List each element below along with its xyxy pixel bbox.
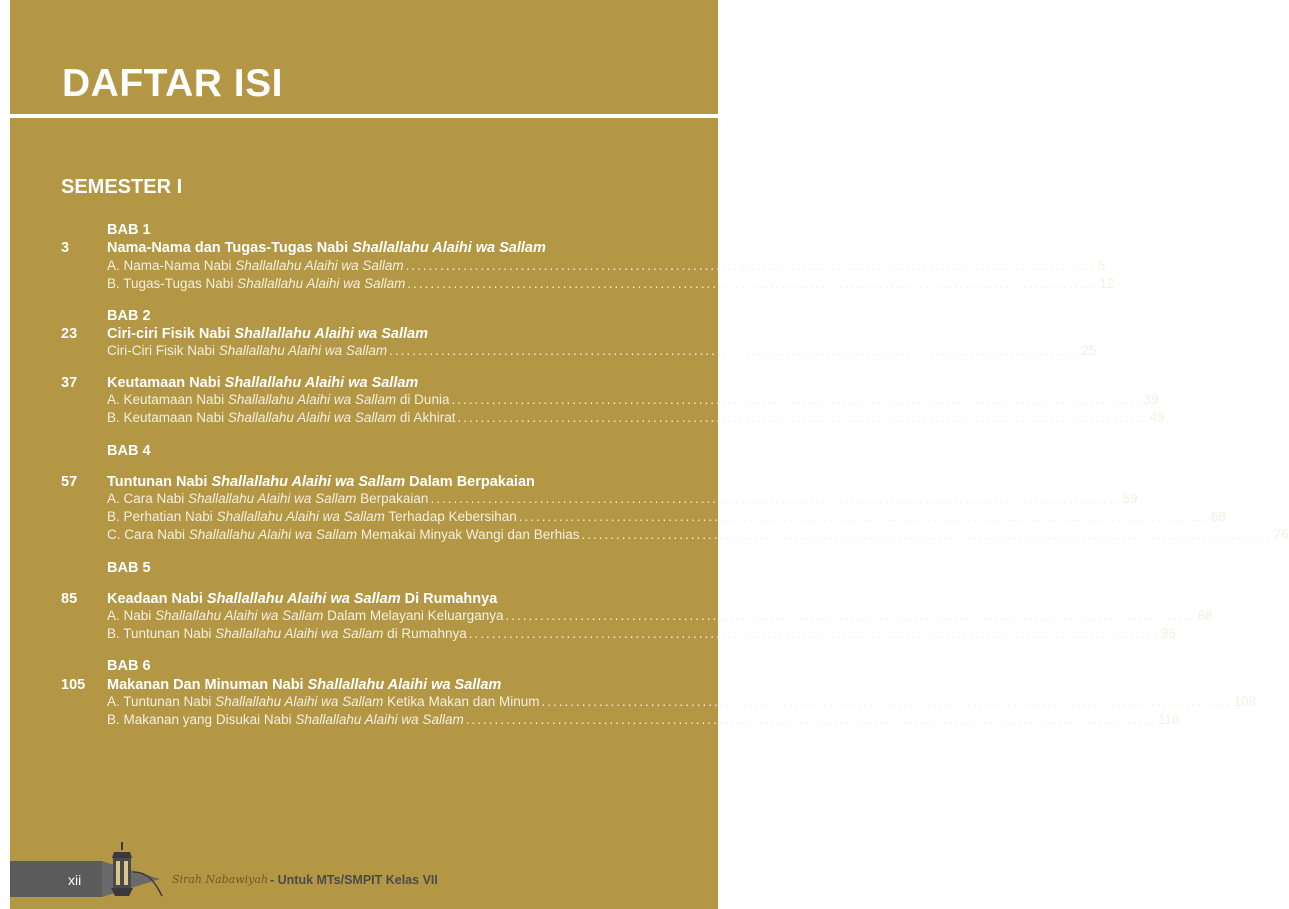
toc-entry-prefix: A. Tuntunan Nabi	[107, 694, 216, 709]
toc-leader-dots: ........................................................................................................................	[465, 712, 1156, 727]
toc-entry-prefix: A. Nabi	[107, 608, 156, 623]
chapter-title-text: Keutamaan Nabi	[107, 375, 225, 391]
toc-entry-prefix: A. Nama-Nama Nabi	[107, 258, 236, 273]
toc-entry-italic: Shallallahu Alaihi wa Sallam	[215, 626, 384, 641]
toc-entry-suffix: Berpakaian	[356, 491, 429, 506]
toc-entry	[107, 694, 1257, 712]
toc-entry-suffix: Ketika Makan dan Minum	[383, 694, 540, 709]
chapter-title-italic: Shallallahu Alaihi wa Sallam	[211, 474, 406, 490]
toc-entry-italic: Shallallahu Alaihi wa Sallam	[237, 276, 406, 291]
chapter-title-text: Tuntunan Nabi	[107, 474, 212, 490]
toc-entry-suffix: di Rumahnya	[383, 626, 467, 641]
toc-entry	[107, 258, 1106, 276]
toc-entry-text	[107, 276, 405, 291]
footer-book-title: Sirah Nabawiyah	[172, 873, 269, 886]
toc-entry-page: 12	[1099, 276, 1115, 291]
chapter-label: BAB 6	[107, 658, 151, 674]
toc-entry-prefix: B. Perhatian Nabi	[107, 509, 217, 524]
toc-entry-text	[107, 392, 449, 407]
toc-leader-dots: ........................................................................................................................	[405, 258, 1096, 273]
chapter-title-italic: Shallallahu Alaihi wa Sallam	[206, 591, 401, 607]
toc-entry	[107, 608, 1213, 626]
toc-entry-italic: Shallallahu Alaihi wa Sallam	[218, 343, 388, 358]
toc-entry-page: 25	[1081, 343, 1097, 358]
chapter-title-suffix: Dalam Berpakaian	[405, 474, 535, 490]
chapter-title	[107, 375, 418, 391]
chapter-title-text: Keadaan Nabi	[107, 591, 207, 607]
footer-subtitle: - Untuk MTs/SMPIT Kelas VII	[270, 873, 438, 887]
toc-entry-text	[107, 608, 503, 623]
toc-entry-italic: Shallallahu Alaihi wa Sallam	[235, 258, 404, 273]
toc-entry-prefix: A. Cara Nabi	[107, 491, 189, 506]
toc-entry-suffix: di Akhirat	[396, 410, 456, 425]
toc-leader-dots: ........................................................................................................................	[457, 410, 1148, 425]
toc-entry-prefix: Ciri-Ciri Fisik Nabi	[107, 343, 219, 358]
chapter-page-number: 3	[61, 240, 70, 256]
toc-entry-text	[107, 258, 404, 273]
toc-entry-page: 118	[1157, 712, 1180, 727]
toc-entry-suffix: di Dunia	[396, 392, 450, 407]
toc-leader-dots: ........................................................................................................................	[505, 608, 1196, 623]
page-title: DAFTAR ISI	[62, 62, 283, 105]
toc-entry-italic: Shallallahu Alaihi wa Sallam	[188, 491, 357, 506]
toc-entry-suffix: Terhadap Kebersihan	[384, 509, 517, 524]
toc-entry-text	[107, 694, 540, 709]
toc-entry-italic: Shallallahu Alaihi wa Sallam	[227, 392, 397, 407]
toc-entry	[107, 392, 1159, 410]
toc-entry-italic: Shallallahu Alaihi wa Sallam	[215, 694, 384, 709]
page-background	[10, 0, 1289, 909]
chapter-label: BAB 1	[107, 222, 151, 238]
toc-entry	[107, 626, 1176, 644]
title-divider	[10, 114, 718, 118]
chapter-page-number: 85	[61, 591, 78, 607]
toc-entry	[107, 491, 1138, 509]
chapter-title-italic: Shallallahu Alaihi wa Sallam	[307, 677, 502, 693]
toc-entry-prefix: A. Keutamaan Nabi	[107, 392, 228, 407]
toc-entry-text	[107, 343, 387, 358]
toc-leader-dots: ........................................................................................................................	[541, 694, 1232, 709]
chapter-title-suffix: Di Rumahnya	[400, 591, 498, 607]
chapter-title	[107, 474, 535, 490]
toc-entry-prefix: B. Keutamaan Nabi	[107, 410, 228, 425]
toc-entry-italic: Shallallahu Alaihi wa Sallam	[227, 410, 397, 425]
toc-leader-dots: ........................................................................................................................	[468, 626, 1159, 641]
chapter-page-number: 57	[61, 474, 78, 490]
toc-entry-page: 5	[1097, 258, 1106, 273]
chapter-title-text: Ciri-ciri Fisik Nabi	[107, 326, 235, 342]
toc-entry-page: 76	[1273, 527, 1289, 542]
toc-leader-dots: ........................................................................................................................	[518, 509, 1209, 524]
toc-entry-prefix: B. Tugas-Tugas Nabi	[107, 276, 238, 291]
chapter-title-italic: Shallallahu Alaihi wa Sallam	[352, 240, 546, 256]
chapter-title-text: Nama-Nama dan Tugas-Tugas Nabi	[107, 240, 353, 256]
toc-entry-text	[107, 527, 579, 542]
toc-entry-text	[107, 410, 455, 425]
toc-entry-italic: Shallallahu Alaihi wa Sallam	[295, 712, 464, 727]
toc-entry-page: 108	[1233, 694, 1257, 709]
chapter-title	[107, 591, 497, 607]
chapter-title-italic: Shallallahu Alaihi wa Sallam	[234, 326, 428, 342]
toc-entry-page: 39	[1143, 392, 1159, 407]
semester-heading: SEMESTER I	[61, 176, 183, 198]
lantern-icon	[102, 842, 164, 900]
chapter-title	[107, 677, 501, 693]
chapter-title-text: Makanan Dan Minuman Nabi	[107, 677, 308, 693]
toc-entry	[107, 527, 1289, 545]
toc-entry	[107, 343, 1097, 361]
toc-entry-italic: Shallallahu Alaihi wa Sallam	[188, 527, 358, 542]
toc-entry-page: 88	[1197, 608, 1213, 623]
toc-leader-dots: ........................................................................................................................	[407, 276, 1098, 291]
chapter-title-italic: Shallallahu Alaihi wa Sallam	[224, 375, 419, 391]
toc-entry-prefix: C. Cara Nabi	[107, 527, 189, 542]
toc-entry-text	[107, 491, 428, 506]
toc-entry	[107, 712, 1180, 730]
toc-entry-prefix: B. Makanan yang Disukai Nabi	[107, 712, 296, 727]
toc-entry-text	[107, 626, 467, 641]
toc-entry-prefix: B. Tuntunan Nabi	[107, 626, 216, 641]
toc-entry-suffix: Memakai Minyak Wangi dan Berhias	[357, 527, 580, 542]
chapter-label: BAB 5	[107, 560, 151, 576]
toc-entry	[107, 276, 1115, 294]
toc-entry	[107, 509, 1226, 527]
toc-leader-dots: ........................................................................................................................	[451, 392, 1142, 407]
chapter-page-number: 37	[61, 375, 78, 391]
toc-entry	[107, 410, 1165, 428]
toc-entry-text	[107, 509, 517, 524]
toc-entry-suffix: Dalam Melayani Keluarganya	[323, 608, 504, 623]
toc-entry-page: 95	[1160, 626, 1176, 641]
chapter-label: BAB 4	[107, 443, 151, 459]
toc-entry-italic: Shallallahu Alaihi wa Sallam	[155, 608, 324, 623]
toc-leader-dots: ........................................................................................................................	[389, 343, 1080, 358]
toc-entry-page: 49	[1149, 410, 1165, 425]
footer-page-number: xii	[68, 872, 82, 888]
chapter-title	[107, 326, 428, 342]
chapter-page-number: 23	[61, 326, 78, 342]
footer-page-tab	[10, 861, 102, 897]
toc-entry-text	[107, 712, 464, 727]
chapter-label: BAB 2	[107, 308, 151, 324]
toc-leader-dots: ........................................................................................................................	[430, 491, 1121, 506]
toc-entry-page: 68	[1210, 509, 1226, 524]
chapter-page-number: 105	[61, 677, 86, 693]
toc-entry-italic: Shallallahu Alaihi wa Sallam	[216, 509, 385, 524]
toc-entry-page: 59	[1122, 491, 1138, 506]
chapter-title	[107, 240, 546, 256]
toc-leader-dots: ........................................................................................................................	[581, 527, 1272, 542]
